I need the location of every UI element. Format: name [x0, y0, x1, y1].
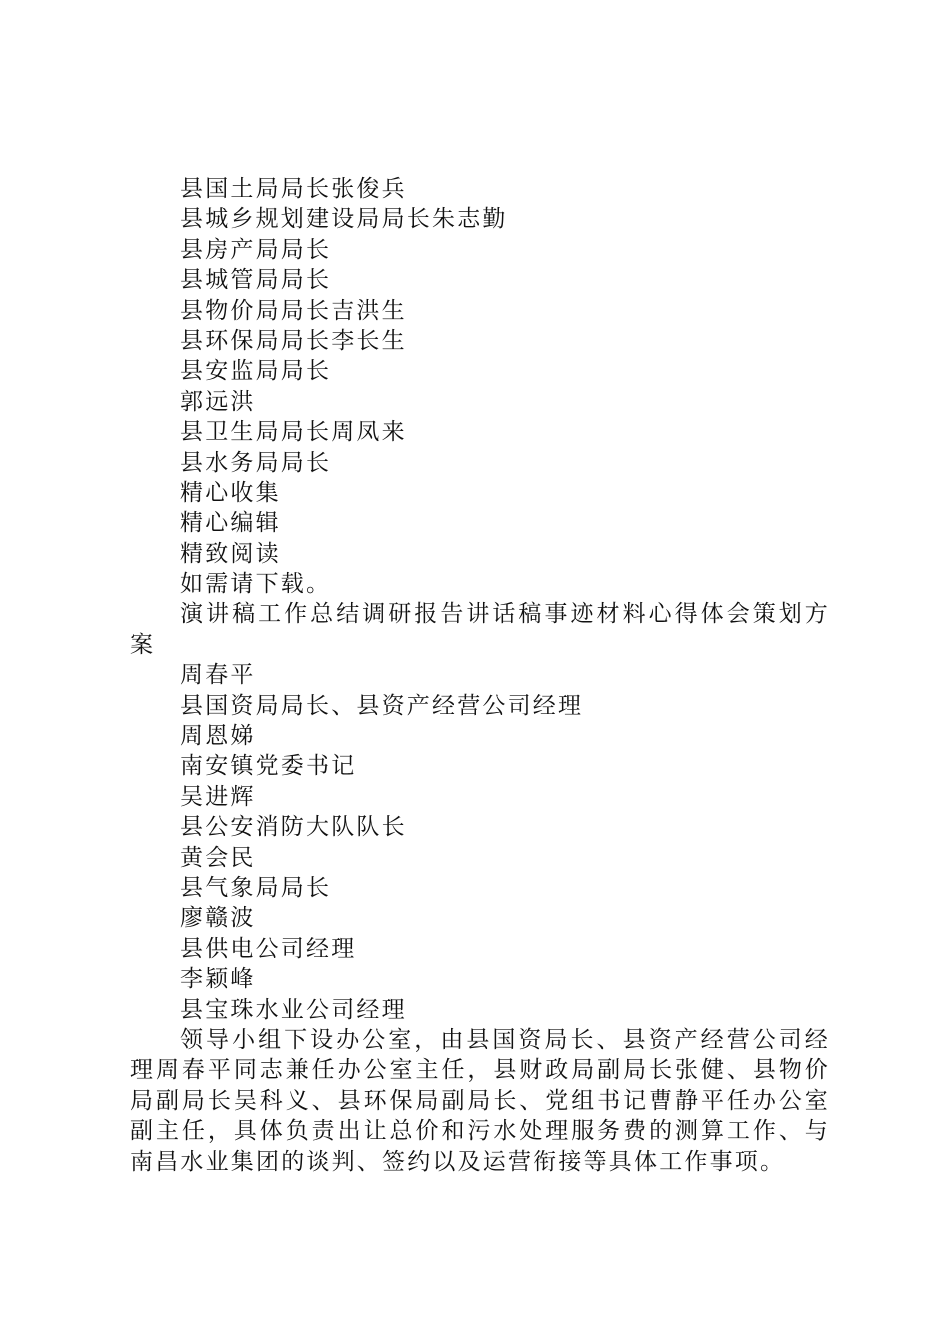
text-line: 精心编辑 — [180, 510, 281, 537]
text-line: 周春平 — [180, 662, 256, 689]
text-line: 县房产局局长 — [180, 236, 332, 263]
text-line: 廖赣波 — [180, 905, 256, 932]
text-line: 黄会民 — [180, 844, 256, 871]
text-line: 南安镇党委书记 — [180, 753, 357, 780]
text-line: 县城管局局长 — [180, 267, 332, 294]
text-line: 精心收集 — [180, 479, 281, 506]
text-line: 县国资局局长、县资产经营公司经理 — [180, 692, 584, 719]
text-line: 县宝珠水业公司经理 — [180, 996, 407, 1023]
text-line: 县安监局局长 — [180, 358, 332, 385]
text-line: 郭远洪 — [180, 388, 256, 415]
text-line: 周恩娣 — [180, 723, 256, 750]
text-line: 县水务局局长 — [180, 449, 332, 476]
text-line: 县气象局局长 — [180, 875, 332, 902]
text-line: 李颖峰 — [180, 966, 256, 993]
text-line: 县国土局局长张俊兵 — [180, 176, 407, 202]
text-line: 县公安消防大队队长 — [180, 814, 407, 841]
text-line: 县物价局局长吉洪生 — [180, 297, 407, 324]
text-line: 如需请下载。 — [180, 571, 332, 598]
category-paragraph: 演讲稿工作总结调研报告讲话稿事迹材料心得体会策划方案 — [130, 601, 830, 658]
text-line: 县供电公司经理 — [180, 935, 357, 962]
text-line: 县环保局局长李长生 — [180, 327, 407, 354]
text-line: 县城乡规划建设局局长朱志勤 — [180, 206, 508, 233]
text-line: 县卫生局局长周凤来 — [180, 419, 407, 446]
text-line: 精致阅读 — [180, 540, 281, 567]
office-paragraph: 领导小组下设办公室，由县国资局长、县资产经营公司经理周春平同志兼任办公室主任，县财政局副局长张健、县物价局副局长吴科义、县环保局副局长、党组书记曹静平任办公室副主任，具体负责出让总价和污水处理服务费的测算工作、与南昌水业集团的谈判、签约以及运营衔接等具体工作事项。 — [130, 1026, 830, 1175]
text-line: 吴进辉 — [180, 783, 256, 810]
document-body — [130, 174, 830, 1177]
